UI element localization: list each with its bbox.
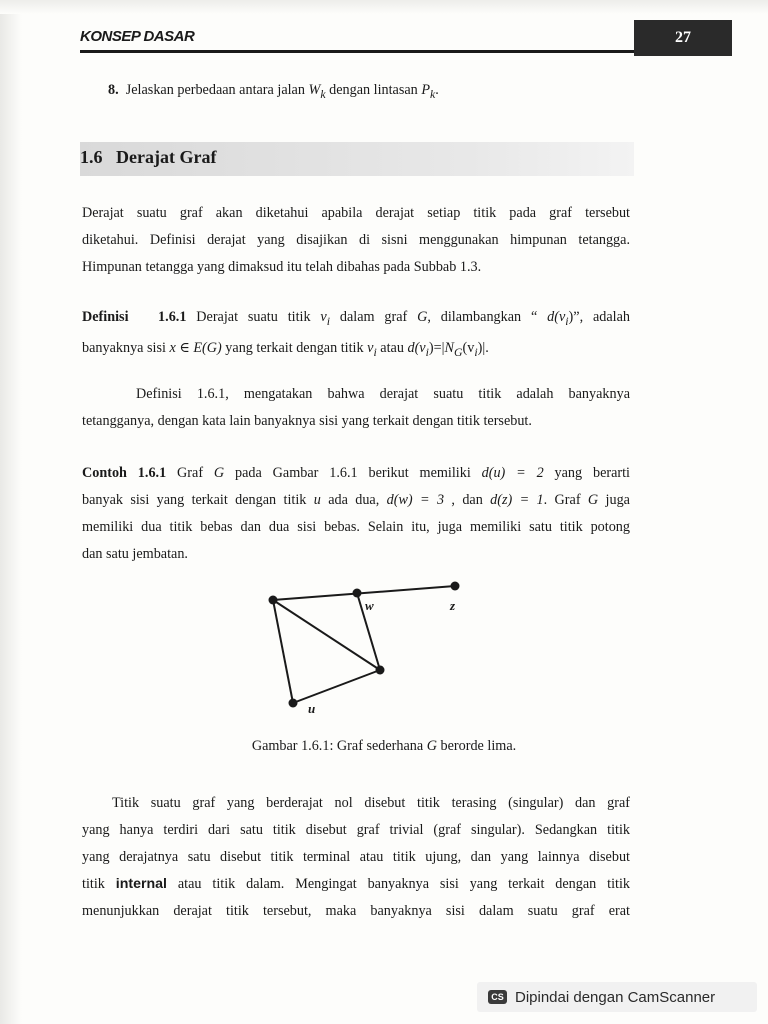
closing-text: titik: [82, 876, 116, 892]
graph-edge: [273, 600, 380, 670]
definition-text: Derajat suatu titik: [186, 309, 321, 325]
graph-vertex-u: [289, 699, 298, 708]
math-v-open: (v: [462, 339, 475, 356]
closing-paragraph: [82, 790, 630, 925]
exercise-walk-sub: k: [320, 86, 326, 101]
math-G: G: [587, 492, 599, 508]
math-du: d(u) = 2: [481, 465, 544, 481]
example-text: yang berarti: [543, 465, 630, 481]
definition-text: yang terkait dengan titik: [221, 339, 368, 356]
math-sub-i: i: [373, 344, 377, 359]
math-v: v: [367, 339, 374, 356]
example-text: . Graf: [543, 492, 588, 508]
graph-vertex: [376, 666, 385, 675]
caption-text: berorde lima.: [436, 738, 517, 754]
camscanner-text: Dipindai dengan CamScanner: [515, 988, 716, 1006]
scan-shadow-left: [0, 0, 22, 1024]
exercise-text-a: Jelaskan perbedaan antara jalan: [125, 82, 309, 98]
page-number: 27: [634, 20, 732, 56]
example-text: , dan: [444, 492, 491, 508]
remark-line: tetangganya, dengan kata lain banyaknya sisi yang terkait dengan titik tersebut.: [82, 413, 532, 429]
example-line-4: dan satu jembatan.: [82, 546, 188, 562]
exercise-item-8: [108, 82, 439, 102]
intro-line: Derajat suatu graf akan diketahui apabila derajat setiap titik pada graf tersebut: [82, 205, 630, 221]
example-label: Contoh 1.6.1: [82, 465, 167, 481]
exercise-path-sub: k: [430, 86, 436, 101]
definition-line-1: [82, 304, 630, 335]
remark-paragraph: [82, 381, 630, 435]
scan-shadow-top: [0, 0, 768, 14]
graph-vertex-w: [353, 589, 362, 598]
section-heading-band: [80, 142, 634, 176]
closing-bold-term: internal: [115, 876, 167, 892]
definition-label: Definisi 1.6.1: [82, 309, 187, 325]
math-eq: )=|: [428, 339, 445, 356]
graph-figure: [250, 578, 480, 718]
math-dz: d(z) = 1: [490, 492, 544, 508]
math-sub-i: i: [565, 313, 569, 328]
math-x-in-EG: x ∈ E(G): [169, 339, 222, 356]
math-sub-i: i: [474, 344, 478, 359]
exercise-number: 8.: [108, 82, 119, 98]
definition-text: , dilambangkan “: [427, 309, 548, 325]
intro-line: Himpunan tetangga yang dimaksud itu telah dibahas pada Subbab 1.3.: [82, 259, 482, 275]
math-sub-i: i: [425, 344, 429, 359]
math-G: G: [417, 309, 428, 325]
math-close: )|.: [477, 339, 489, 356]
graph-edge: [273, 600, 293, 703]
running-head-title: KONSEP DASAR: [80, 28, 195, 45]
math-d-v: d(v: [547, 309, 566, 325]
exercise-walk-symbol: W: [308, 82, 321, 98]
definition-line-2: [82, 335, 630, 366]
exercise-text-b: dengan lintasan: [325, 82, 422, 98]
exercise-end: .: [435, 82, 439, 98]
closing-line: yang hanya terdiri dari satu titik disebut graf trivial (graf singular). Sedangkan titik: [82, 822, 630, 838]
example-text: banyak sisi yang terkait dengan titik: [82, 492, 314, 508]
example-line-2: [82, 487, 630, 514]
closing-line: yang derajatnya satu disebut titik terminal atau titik ujung, dan yang lainnya disebut: [82, 849, 630, 865]
definition-text: dalam graf: [330, 309, 418, 325]
math-dw: d(w) = 3: [386, 492, 445, 508]
closing-line: Titik suatu graf yang berderajat nol disebut titik terasing (singular) dan graf: [112, 795, 630, 811]
definition-text: banyaknya sisi: [82, 339, 170, 356]
vertex-label-z: z: [450, 598, 456, 613]
example-text: juga: [598, 492, 630, 508]
example-text: pada Gambar 1.6.1 berikut memiliki: [224, 465, 482, 481]
math-N: N: [444, 339, 454, 356]
intro-line: diketahui. Definisi derajat yang disajikan di sisni menggunakan himpunan tetangga.: [82, 232, 630, 248]
caption-text: Gambar 1.6.1: Graf sederhana: [251, 738, 427, 754]
definition-text: atau: [376, 339, 408, 356]
example-block: [82, 460, 630, 568]
definition-text: )”, adalah: [568, 309, 630, 325]
example-line-3: memiliki dua titik bebas dan dua sisi bebas. Selain itu, juga memiliki satu titik potong: [82, 519, 630, 535]
exercise-path-symbol: P: [421, 82, 430, 98]
graph-edge: [293, 670, 380, 703]
example-line-1: [82, 460, 630, 487]
figure-caption: [0, 738, 768, 755]
math-G: G: [213, 465, 225, 481]
graph-vertex: [269, 596, 278, 605]
remark-line: Definisi 1.6.1, mengatakan bahwa derajat suatu titik adalah banyaknya: [136, 386, 630, 402]
math-sub-i: i: [326, 313, 331, 328]
graph-edge: [273, 586, 455, 600]
running-head: [80, 20, 732, 56]
definition-block: [82, 304, 630, 366]
camscanner-logo-icon: CS: [488, 990, 507, 1004]
intro-paragraph: [82, 200, 630, 281]
math-v: v: [320, 309, 327, 325]
example-text: Graf: [166, 465, 214, 481]
vertex-label-u: u: [308, 701, 316, 716]
closing-line: menunjukkan derajat titik tersebut, maka banyaknya sisi dalam suatu graf erat: [82, 903, 630, 919]
graph-vertex-z: [451, 582, 460, 591]
math-d-v: d(v: [407, 339, 426, 356]
vertex-label-w: w: [365, 598, 374, 613]
camscanner-watermark: [477, 982, 757, 1012]
running-head-rule: [80, 50, 634, 53]
math-sub-G: G: [453, 344, 463, 359]
example-text: ada dua,: [320, 492, 387, 508]
closing-line-4: [82, 871, 630, 898]
caption-G: G: [426, 738, 437, 754]
closing-text: atau titik dalam. Mengingat banyaknya sisi yang terkait dengan titik: [167, 876, 630, 892]
section-title: 1.6 Derajat Graf: [80, 147, 217, 167]
math-u: u: [313, 492, 321, 508]
